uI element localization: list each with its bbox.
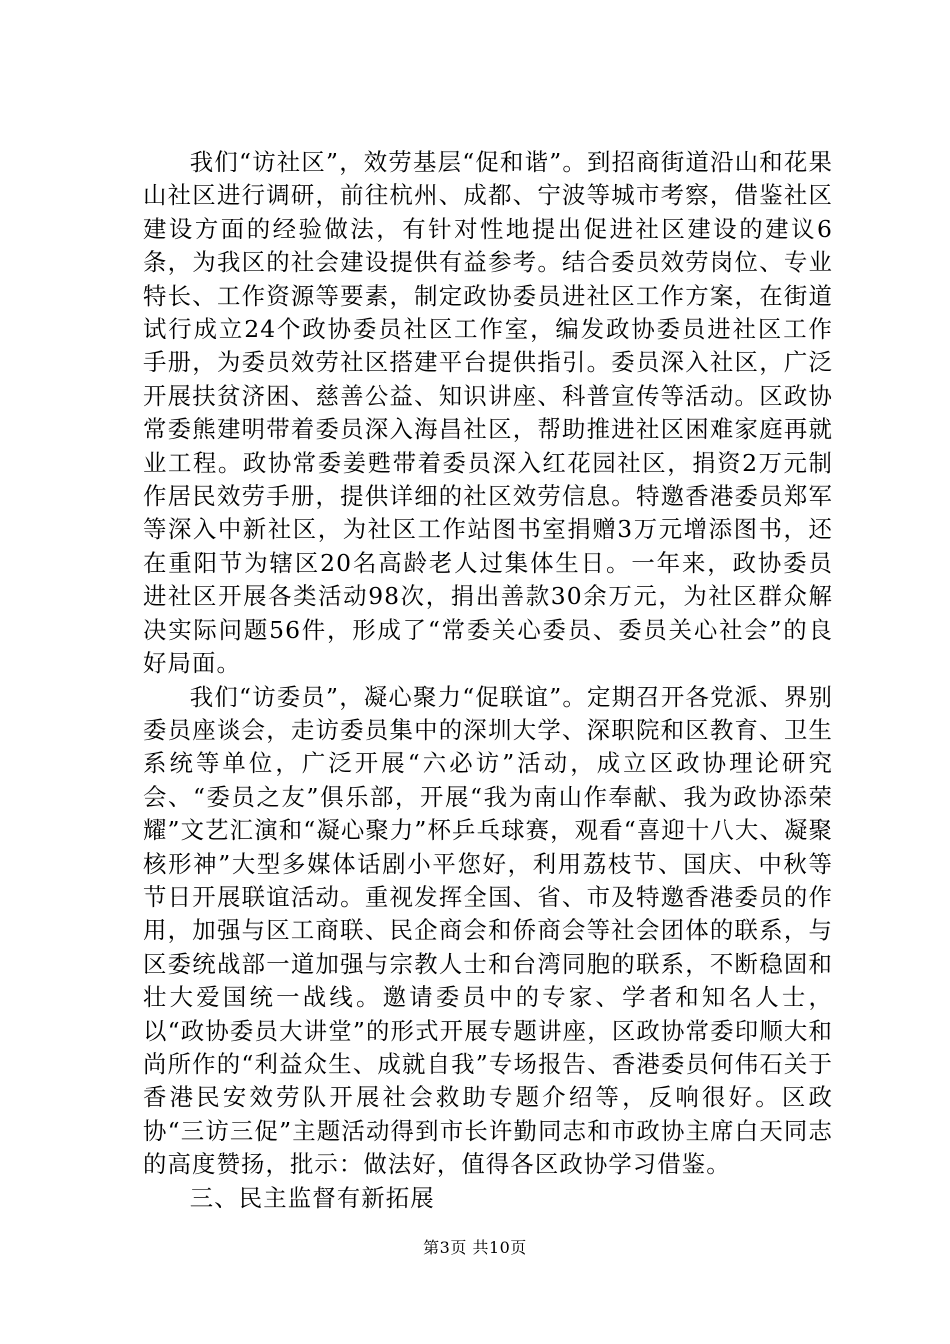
paragraph-visit-members: 我们“访委员”，凝心聚力“促联谊”。定期召开各党派、界别委员座谈会，走访委员集中的深圳大学、深职院和区教育、卫生系统等单位，广泛开展“六必访”活动，成立区政协理论研究会、“委员之友”俱乐部，开展“我为南山作奉献、我为政协添荣耀”文艺汇演和“凝心聚力”杯乒乓球赛，观看“喜迎十八大、凝聚核形神”大型多媒体话剧小平您好，利用荔枝节、国庆、中秋等节日开展联谊活动。重视发挥全国、省、市及特邀香港委员的作用，加强与区工商联、民企商会和侨商会等社会团体的联系，与区委统战部一道加强与宗教人士和台湾同胞的联系，不断稳固和壮大爱国统一战线。邀请委员中的专家、学者和知名人士，以“政协委员大讲堂”的形式开展专题讲座，区政协常委印顺大和尚所作的“利益众生、成就自我”专场报告、香港委员何伟石关于香港民安效劳队开展社会救助专题介绍等，反响很好。区政协“三访三促”主题活动得到市长许勤同志和市政协主席白天同志的高度赞扬，批示：做法好，值得各区政协学习借鉴。 (143, 682, 833, 1179)
section-heading: 三、民主监督有新拓展 (189, 1183, 435, 1212)
page-footer (0, 1238, 950, 1258)
paragraph-visit-community: 我们“访社区”，效劳基层“促和谐”。到招商街道沿山和花果山社区进行调研，前往杭州、成都、宁波等城市考察，借鉴社区建设方面的经验做法，有针对性地提出促进社区建设的建议6条，为我区的社会建设提供有益参考。结合委员效劳岗位、专业特长、工作资源等要素，制定政协委员进社区工作方案，在街道试行成立24个政协委员社区工作室，编发政协委员进社区工作手册，为委员效劳社区搭建平台提供指引。委员深入社区，广泛开展扶贫济困、慈善公益、知识讲座、科普宣传等活动。区政协常委熊建明带着委员深入海昌社区，帮助推进社区困难家庭再就业工程。政协常委姜甦带着委员深入红花园社区，捐资2万元制作居民效劳手册，提供详细的社区效劳信息。特邀香港委员郑军等深入中新社区，为社区工作站图书室捐赠3万元增添图书，还在重阳节为辖区20名高龄老人过集体生日。一年来，政协委员进社区开展各类活动98次，捐出善款30余万元，为社区群众解决实际问题56件，形成了“常委关心委员、委员关心社会”的良好局面。 (143, 148, 833, 678)
page-number-label: 第3页 共10页 (423, 1238, 527, 1257)
body-text (143, 146, 833, 1215)
